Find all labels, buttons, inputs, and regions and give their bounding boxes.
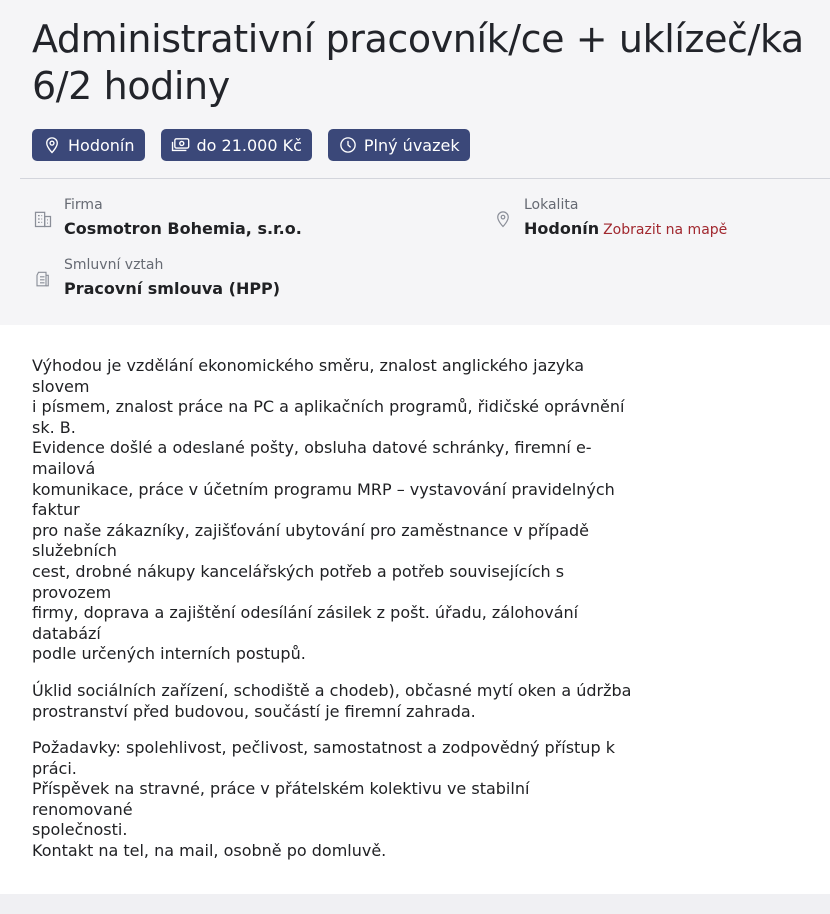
location-value: Hodonín <box>524 219 600 238</box>
contract-label: Smluvní vztah <box>64 257 164 273</box>
chip-salary-label: do 21.000 Kč <box>196 135 302 155</box>
chip-salary[interactable] <box>161 129 312 161</box>
show-on-map-link[interactable]: Zobrazit na mapě <box>603 222 728 238</box>
detail-location <box>492 196 792 242</box>
money-icon <box>171 135 191 155</box>
document-icon <box>32 268 54 290</box>
description-paragraph: Úklid sociálních zařízení, schodiště a chodeb), občasné mytí oken a údržba prostranství před budovou, součástí je firemní zahrada. <box>32 680 632 721</box>
chip-worktime[interactable] <box>328 129 470 161</box>
location-label: Lokalita <box>524 197 579 213</box>
clock-icon <box>338 135 358 155</box>
job-title: Administrativní pracovník/ce + uklízeč/ka 6/2 hodiny <box>32 17 804 108</box>
job-chips <box>32 129 810 161</box>
footer-strip <box>0 894 830 914</box>
detail-contract <box>32 256 492 301</box>
company-name: Cosmotron Bohemia, s.r.o. <box>64 219 302 238</box>
detail-company <box>32 196 492 242</box>
building-icon <box>32 208 54 230</box>
chip-location[interactable] <box>32 129 145 161</box>
job-description <box>0 325 830 894</box>
chip-worktime-label: Plný úvazek <box>363 135 460 155</box>
contract-value: Pracovní smlouva (HPP) <box>64 279 281 298</box>
description-paragraph: Požadavky: spolehlivost, pečlivost, samostatnost a zodpovědný přístup k práci. Příspěvek na stravné, práce v přátelském kolektivu ve stabilní renomované společnosti. Kontakt na tel, na mail, osobně po domluvě. <box>32 738 615 861</box>
description-paragraph: Výhodou je vzdělání ekonomického směru, znalost anglického jazyka slovem i písmem, znalost práce na PC a aplikačních programů, řidičské oprávnění sk. B. Evidence došlé a odeslané pošty, obsluha datové schránky, firemní e-mailová komunikace, práce v účetním programu MRP – vystavování pravidelných faktur pro naše zákazníky, zajišťování ubytování pro zaměstnance v případě služebních cest, drobné nákupy kancelářských potřeb a potřeb souvisejících s provozem firmy, doprava a zajištění odesílání zásilek z pošt. úřadu, zálohování databází podle určených interních postupů. <box>32 356 625 664</box>
location-value-row <box>524 217 727 242</box>
location-pin-icon <box>42 135 62 155</box>
job-details <box>0 179 830 325</box>
chip-location-label: Hodonín <box>68 135 135 155</box>
job-header <box>0 0 830 161</box>
company-label: Firma <box>64 197 103 213</box>
location-pin-icon <box>492 208 514 230</box>
